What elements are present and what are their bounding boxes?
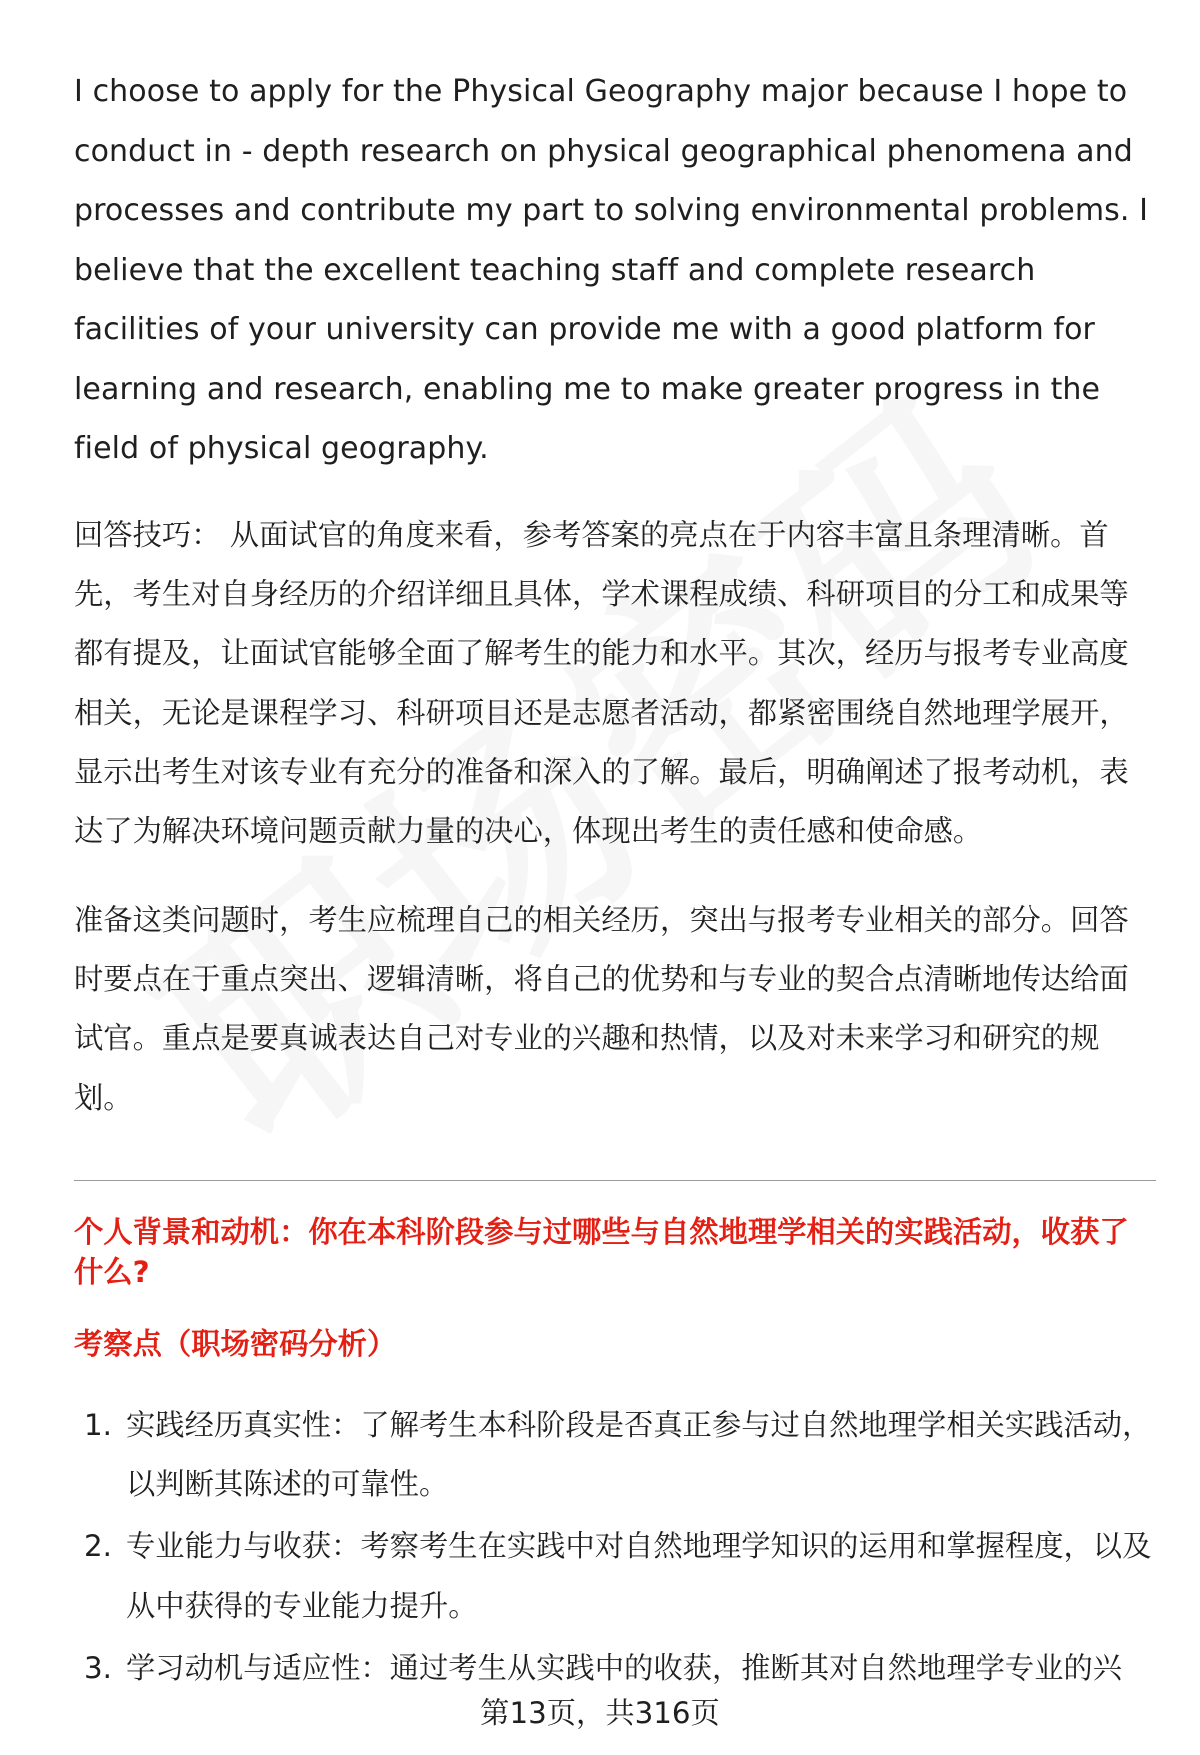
list-item xyxy=(74,1396,1156,1514)
question-title: 个人背景和动机：你在本科阶段参与过哪些与自然地理学相关的实践活动，收获了什么? xyxy=(74,1215,1129,1289)
list-item xyxy=(74,1517,1156,1635)
document-page xyxy=(74,0,1156,1755)
list-item-text: 专业能力与收获：考察考生在实践中对自然地理学知识的运用和掌握程度，以及从中获得的专业能力提升。 xyxy=(126,1529,1152,1623)
list-item-number: 1. xyxy=(84,1408,112,1442)
section-divider xyxy=(74,1180,1156,1181)
list-item-text: 学习动机与适应性：通过考生从实践中的收获，推断其对自然地理学专业的兴 xyxy=(126,1650,1123,1685)
answer-paragraph: I choose to apply for the Physical Geography major because I hope to conduct in - depth research on physical geographical phenomena and processes and contribute my part to solving environmental problems. I believe that the excellent teaching staff and complete research facilities of your university can provide me with a good platform for learning and research, enabling me to make greater progress in the field of physical geography. xyxy=(74,74,1149,466)
analysis-points-list xyxy=(74,1396,1156,1701)
list-item-number: 2. xyxy=(84,1529,112,1564)
list-item-text: 实践经历真实性：了解考生本科阶段是否真正参与过自然地理学相关实践活动，以判断其陈述的可靠性。 xyxy=(126,1408,1152,1502)
page-number-footer: 第13页，共316页 xyxy=(480,1696,720,1730)
tips-paragraph: 回答技巧： 从面试官的角度来看，参考答案的亮点在于内容丰富且条理清晰。首先，考生对自身经历的介绍详细且具体，学术课程成绩、科研项目的分工和成果等都有提及，让面试官能够全面了解考生的能力和水平。其次，经历与报考专业高度相关，无论是课程学习、科研项目还是志愿者活动，都紧密围绕自然地理学展开，显示出考生对该专业有充分的准备和深入的了解。最后，明确阐述了报考动机，表达了为解决环境问题贡献力量的决心，体现出考生的责任感和使命感。 xyxy=(74,518,1129,849)
list-item-number: 3. xyxy=(84,1650,112,1685)
list-item xyxy=(74,1639,1156,1698)
analysis-section-title: 考察点（职场密码分析） xyxy=(74,1327,397,1361)
preparation-paragraph: 准备这类问题时，考生应梳理自己的相关经历，突出与报考专业相关的部分。回答时要点在于重点突出、逻辑清晰，将自己的优势和与专业的契合点清晰地传达给面试官。重点是要真诚表达自己对专业的兴趣和热情，以及对未来学习和研究的规划。 xyxy=(74,903,1129,1115)
